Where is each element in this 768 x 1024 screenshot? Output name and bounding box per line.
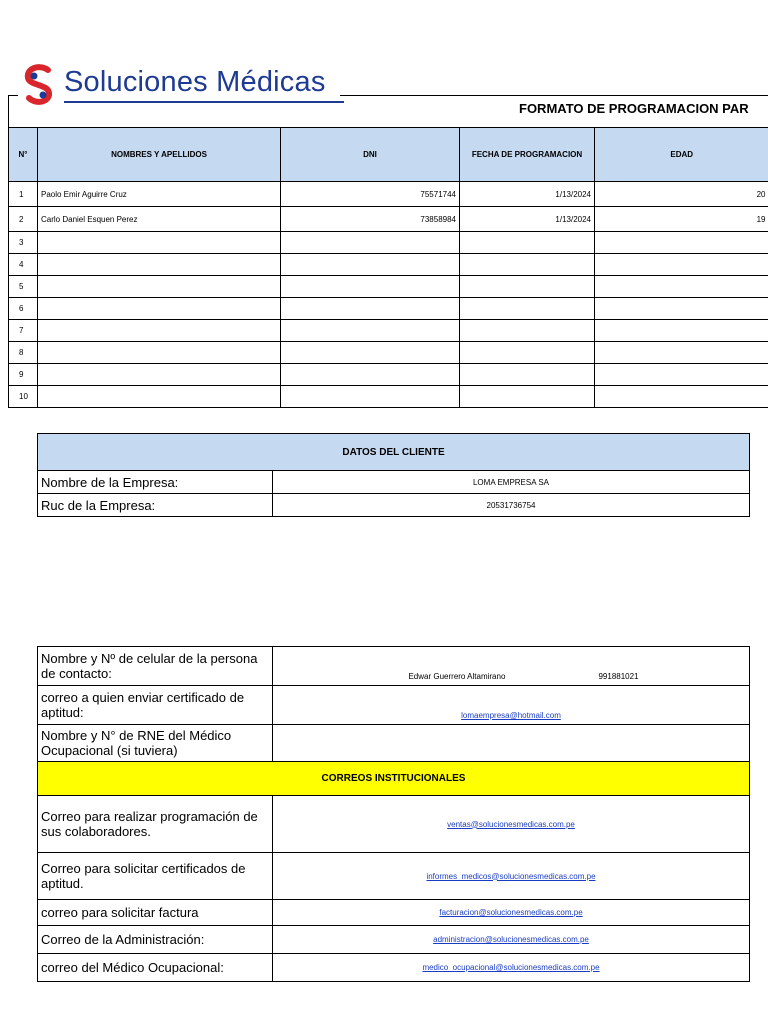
table-row [9, 364, 768, 386]
certificate-email-label: correo a quien enviar certificado de aptitud: [38, 686, 273, 725]
institutional-email-value [273, 900, 750, 926]
table-row [38, 796, 750, 853]
patient-age[interactable] [595, 276, 768, 298]
patient-dni[interactable] [281, 386, 460, 408]
institutional-email-value [273, 796, 750, 853]
table-row [38, 926, 750, 954]
row-number: 9 [9, 364, 38, 386]
patient-dni[interactable] [281, 298, 460, 320]
table-row [38, 686, 750, 725]
patient-name[interactable] [38, 276, 281, 298]
institutional-email-value [273, 926, 750, 954]
patient-name[interactable] [38, 320, 281, 342]
table-row [38, 471, 750, 494]
institutional-email-label: correo para solicitar factura [38, 900, 273, 926]
company-name-value[interactable]: LOMA EMPRESA SA [273, 471, 750, 494]
patient-name[interactable] [38, 232, 281, 254]
patient-age[interactable] [595, 386, 768, 408]
institutional-email-link[interactable]: administracion@solucionesmedicas.com.pe [433, 935, 589, 944]
institutional-email-link[interactable]: informes_medicos@solucionesmedicas.com.pe [426, 871, 596, 881]
patient-name[interactable] [38, 364, 281, 386]
institutional-email-label: Correo de la Administración: [38, 926, 273, 954]
column-header-number: N° [9, 128, 38, 182]
schedule-date[interactable] [460, 320, 595, 342]
table-row [38, 853, 750, 900]
patient-name[interactable] [38, 298, 281, 320]
schedule-date[interactable]: 1/13/2024 [460, 182, 595, 207]
schedule-date[interactable] [460, 276, 595, 298]
row-number: 6 [9, 298, 38, 320]
company-ruc-label: Ruc de la Empresa: [38, 494, 273, 517]
form-title: FORMATO DE PROGRAMACION PAR [519, 101, 749, 116]
patients-header-row [9, 128, 768, 182]
rne-value[interactable] [273, 725, 750, 762]
institutional-email-label: Correo para solicitar certificados de aptitud. [38, 853, 273, 900]
brand-name: Soluciones Médicas [64, 66, 326, 98]
table-row [9, 320, 768, 342]
row-number: 2 [9, 207, 38, 232]
patient-age[interactable]: 20 [595, 182, 768, 207]
patient-dni[interactable]: 73858984 [281, 207, 460, 232]
schedule-date[interactable] [460, 254, 595, 276]
client-data-title: DATOS DEL CLIENTE [38, 434, 750, 471]
patient-age[interactable]: 19 [595, 207, 768, 232]
patient-age[interactable] [595, 298, 768, 320]
table-row [9, 342, 768, 364]
contact-table [37, 646, 750, 982]
certificate-email-link[interactable]: lomaempresa@hotmail.com [461, 711, 561, 720]
row-number: 5 [9, 276, 38, 298]
company-ruc-value[interactable]: 20531736754 [273, 494, 750, 517]
institutional-email-label: Correo para realizar programación de sus colaboradores. [38, 796, 273, 853]
patient-age[interactable] [595, 342, 768, 364]
patient-name[interactable] [38, 254, 281, 276]
table-row [9, 386, 768, 408]
contact-phone: 991881021 [598, 672, 639, 681]
contact-person-label: Nombre y Nº de celular de la persona de contacto: [38, 647, 273, 686]
table-row [38, 725, 750, 762]
patient-name[interactable]: Carlo Daniel Esquen Perez [38, 207, 281, 232]
brand-underline [64, 101, 344, 103]
logo-icon [18, 62, 64, 108]
patient-name[interactable] [38, 386, 281, 408]
header-rule [340, 95, 768, 96]
table-row [9, 207, 768, 232]
company-name-label: Nombre de la Empresa: [38, 471, 273, 494]
patient-dni[interactable]: 75571744 [281, 182, 460, 207]
row-number: 8 [9, 342, 38, 364]
client-data-header [38, 434, 750, 471]
table-row [38, 647, 750, 686]
table-row [38, 900, 750, 926]
institutional-email-link[interactable]: facturacion@solucionesmedicas.com.pe [439, 908, 583, 917]
schedule-date[interactable] [460, 386, 595, 408]
rne-label: Nombre y N° de RNE del Médico Ocupacional (si tuviera) [38, 725, 273, 762]
contact-name: Edwar Guerrero Altamirano [408, 672, 506, 681]
patients-table [8, 127, 768, 408]
patient-dni[interactable] [281, 232, 460, 254]
patient-dni[interactable] [281, 364, 460, 386]
contact-person-value[interactable] [273, 647, 750, 686]
table-row [9, 232, 768, 254]
institutional-email-value [273, 954, 750, 982]
patient-name[interactable]: Paolo Emir Aguirre Cruz [38, 182, 281, 207]
patient-age[interactable] [595, 320, 768, 342]
client-data-table [37, 433, 750, 517]
patient-name[interactable] [38, 342, 281, 364]
schedule-date[interactable] [460, 364, 595, 386]
table-row [9, 254, 768, 276]
patient-dni[interactable] [281, 276, 460, 298]
table-row [38, 494, 750, 517]
row-number: 4 [9, 254, 38, 276]
row-number: 7 [9, 320, 38, 342]
table-row [9, 298, 768, 320]
patient-dni[interactable] [281, 254, 460, 276]
patient-age[interactable] [595, 232, 768, 254]
institutional-email-link[interactable]: ventas@solucionesmedicas.com.pe [447, 819, 575, 829]
row-number: 3 [9, 232, 38, 254]
column-header-name: NOMBRES Y APELLIDOS [38, 128, 281, 182]
institutional-email-value [273, 853, 750, 900]
institutional-header [38, 762, 750, 796]
row-number: 1 [9, 182, 38, 207]
column-header-age: EDAD [595, 128, 768, 182]
institutional-email-link[interactable]: medico_ocupacional@solucionesmedicas.com.pe [422, 963, 600, 972]
header-left-border [8, 95, 9, 127]
patient-dni[interactable] [281, 342, 460, 364]
patient-age[interactable] [595, 364, 768, 386]
institutional-email-label: correo del Médico Ocupacional: [38, 954, 273, 982]
schedule-date[interactable]: 1/13/2024 [460, 207, 595, 232]
row-number: 10 [9, 386, 38, 408]
schedule-date[interactable] [460, 342, 595, 364]
column-header-dni: DNI [281, 128, 460, 182]
column-header-date: FECHA DE PROGRAMACION [460, 128, 595, 182]
table-row [9, 182, 768, 207]
table-row [38, 954, 750, 982]
schedule-date[interactable] [460, 298, 595, 320]
table-row [9, 276, 768, 298]
schedule-date[interactable] [460, 232, 595, 254]
header-left-tick [8, 95, 18, 96]
patient-age[interactable] [595, 254, 768, 276]
institutional-title: CORREOS INSTITUCIONALES [38, 762, 750, 796]
patient-dni[interactable] [281, 320, 460, 342]
certificate-email-value [273, 686, 750, 725]
